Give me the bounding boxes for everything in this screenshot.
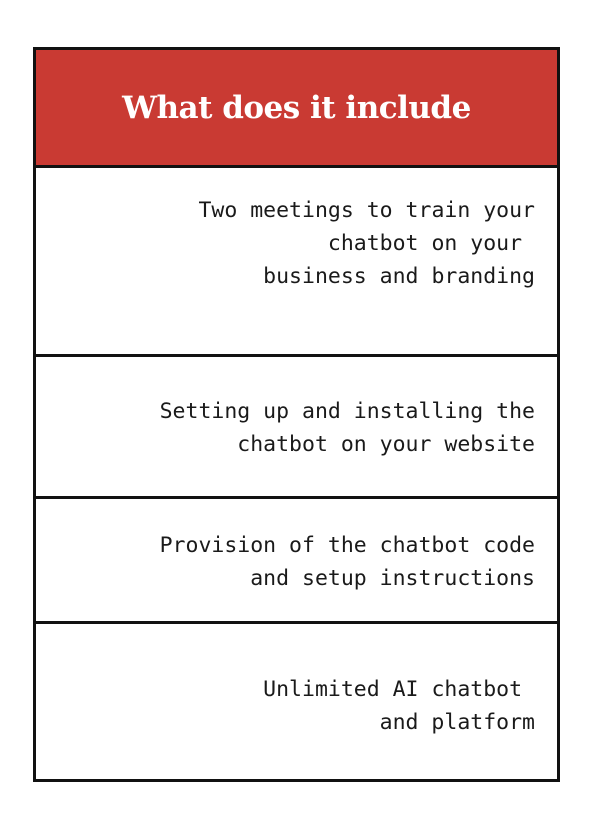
list-item-line: and setup instructions xyxy=(250,566,535,591)
list-item-line: and platform xyxy=(379,710,535,735)
table-title: What does it include xyxy=(122,89,471,126)
list-item-setup xyxy=(36,357,557,499)
list-item-line: Setting up and installing the xyxy=(159,399,535,424)
list-item-line: chatbot on your website xyxy=(237,432,535,457)
list-item-line: business and branding xyxy=(263,264,535,289)
list-item-text xyxy=(263,673,535,739)
list-item-line: Two meetings to train your xyxy=(198,198,535,223)
list-item-platform xyxy=(36,624,557,779)
list-item-text xyxy=(198,194,535,293)
table-header xyxy=(36,50,557,168)
list-item-code xyxy=(36,499,557,624)
list-item-meetings xyxy=(36,168,557,357)
list-item-line: Unlimited AI chatbot xyxy=(263,677,535,702)
includes-table xyxy=(33,47,560,782)
list-item-line: Provision of the chatbot code xyxy=(159,533,535,558)
list-item-text xyxy=(160,395,535,461)
list-item-line: chatbot on your xyxy=(327,231,535,256)
list-item-text xyxy=(160,529,535,595)
